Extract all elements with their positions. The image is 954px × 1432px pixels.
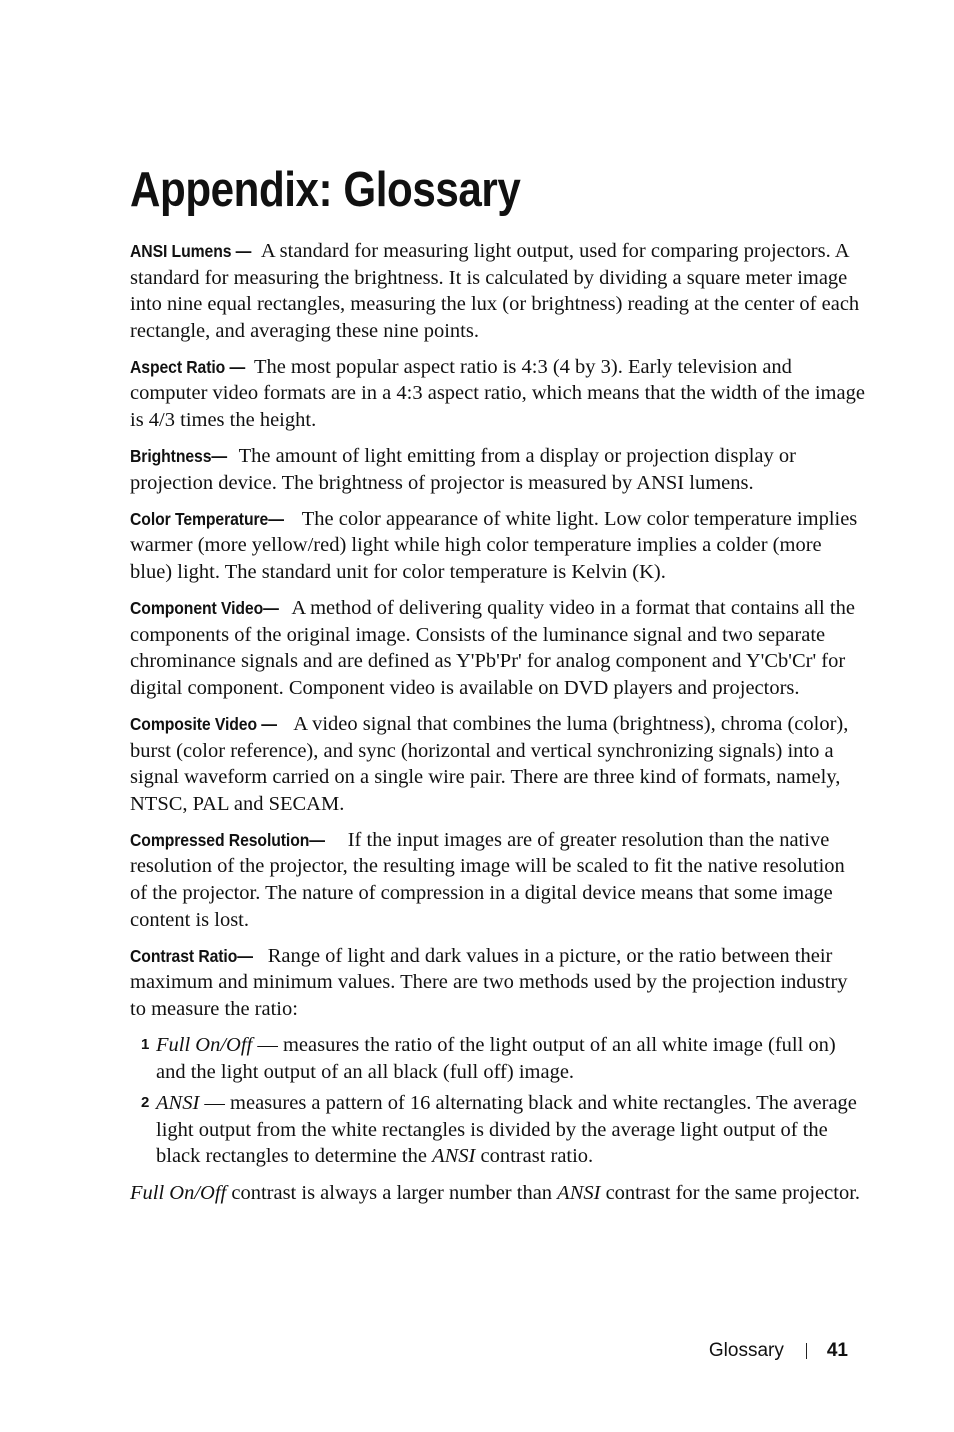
list-item: [130, 1032, 866, 1085]
page-number: 41: [826, 1340, 848, 1361]
contrast-methods-list: [130, 1032, 866, 1170]
glossary-definition: A standard for measuring light output, used for comparing projectors. A standard for measuring the brightness. It is calculated by dividing a square meter image into nine equal rectangles, measuring the lux (or brightness) reading at the center of each rectangle, and averaging these nine points.: [130, 240, 860, 342]
glossary-term: Contrast Ratio—: [130, 945, 253, 966]
method-description: — measures a pattern of 16 alternating black and white rectangles. The average light output from the white rectangles is divided by the average light output of the black rectangles to determine the: [156, 1092, 857, 1168]
glossary-term: Brightness—: [130, 446, 228, 467]
footer-section-name: Glossary: [708, 1340, 784, 1361]
closing-text-a: contrast is always a larger number than: [226, 1181, 558, 1204]
glossary-definition: The color appearance of white light. Low color temperature implies warmer (more yellow/red) light while high color temperature implies a colder (more blue) light. The standard unit for color temperature is Kelvin (K).: [130, 507, 858, 584]
list-item: [130, 1090, 866, 1170]
glossary-term: Component Video—: [130, 598, 279, 619]
method-description-end: contrast ratio.: [475, 1145, 594, 1168]
page-footer: [709, 1337, 848, 1365]
glossary-entry-compressed-resolution: [130, 827, 866, 933]
glossary-entry-aspect-ratio: [130, 354, 866, 434]
glossary-term: Composite Video —: [130, 714, 277, 734]
glossary-entry-color-temperature: [130, 506, 866, 586]
closing-note: [130, 1180, 866, 1207]
closing-term-b: ANSI: [557, 1181, 601, 1204]
glossary-definition: A method of delivering quality video in a format that contains all the components of the original image. Consists of the luminance signal and two separate chrominance signals and are defined as Y'Pb'Pr' for analog component and Y'Cb'Cr' for digital component. Component video is available on DVD players and projectors.: [130, 597, 855, 699]
list-item-number: 2: [141, 1094, 150, 1112]
glossary-definition: Range of light and dark values in a picture, or the ratio between their maximum and minimum values. There are two methods used by the projection industry to measure the ratio:: [130, 944, 848, 1020]
glossary-entry-component-video: [130, 595, 866, 701]
glossary-term: Aspect Ratio —: [130, 356, 246, 377]
closing-text-b: contrast for the same projector.: [600, 1181, 861, 1204]
footer-divider: [806, 1343, 807, 1359]
glossary-term: Color Temperature—: [130, 508, 284, 529]
glossary-definition: The most popular aspect ratio is 4:3 (4 by 3). Early television and computer video formats are in a 4:3 aspect ratio, which means that the width of the image is 4/3 times the height.: [130, 355, 865, 432]
list-item-number: 1: [141, 1036, 150, 1054]
glossary-entry-composite-video: [130, 711, 866, 817]
glossary-definition: A video signal that combines the luma (brightness), chroma (color), burst (color reference), and sync (horizontal and vertical synchronizing signals) into a signal waveform carried on a single wire pair. There are three kind of formats, namely, NTSC, PAL and SECAM.: [130, 713, 849, 815]
glossary-definition: The amount of light emitting from a display or projection display or projection device. The brightness of projector is measured by ANSI lumens.: [130, 445, 796, 494]
glossary-entry-contrast-ratio: [130, 943, 866, 1023]
glossary-entry-brightness: [130, 443, 866, 496]
method-name-repeat: ANSI: [432, 1145, 476, 1168]
closing-term-a: Full On/Off: [130, 1181, 227, 1204]
page-title: Appendix: Glossary: [130, 163, 521, 217]
glossary-definition: If the input images are of greater resolution than the native resolution of the projector, the resulting image will be scaled to fit the native resolution of the projector. The nature of compression in a digital device means that some image content is lost.: [130, 828, 845, 931]
glossary-term: Compressed Resolution—: [130, 829, 325, 850]
method-name: Full On/Off: [156, 1034, 253, 1057]
glossary-body: [130, 238, 866, 1216]
method-name: ANSI: [156, 1092, 200, 1115]
glossary-term: ANSI Lumens —: [130, 241, 252, 261]
method-description: — measures the ratio of the light output of an all white image (full on) and the light output of an all black (full off) image.: [156, 1034, 836, 1083]
glossary-entry-ansi-lumens: [130, 238, 866, 344]
